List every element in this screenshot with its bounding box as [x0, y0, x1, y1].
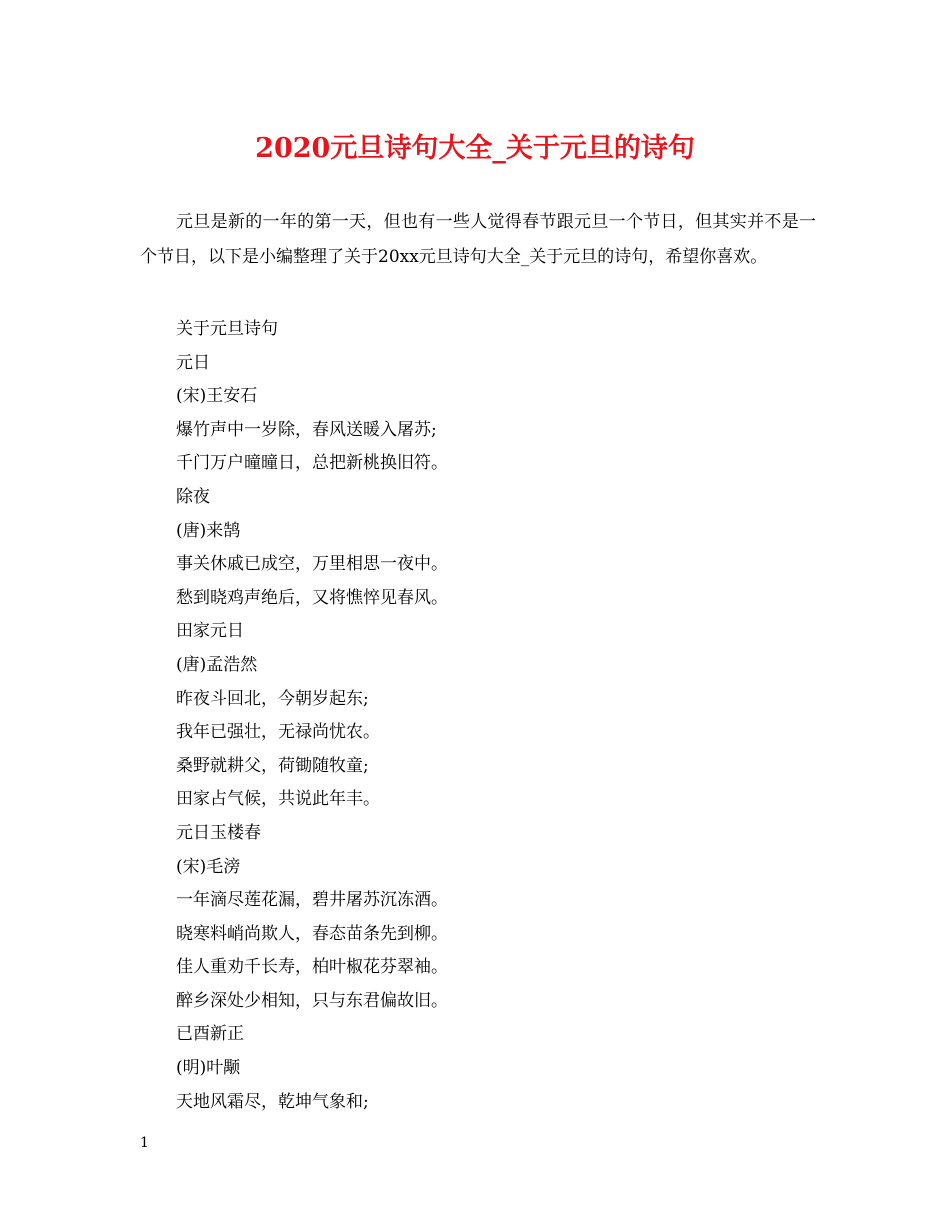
poem-line: 爆竹声中一岁除，春风送暖入屠苏;	[176, 419, 437, 440]
poem-author: (宋)毛滂	[176, 856, 241, 877]
poem-title: 除夜	[176, 486, 210, 507]
poem-line: 愁到晓鸡声绝后，又将憔悴见春风。	[176, 587, 448, 608]
poem-line: 事关休戚已成空，万里相思一夜中。	[176, 554, 448, 575]
poem-line: 一年滴尽莲花漏，碧井屠苏沉冻酒。	[176, 890, 448, 911]
poem-title: 已酉新正	[176, 1024, 244, 1045]
poem-title: 元日玉楼春	[176, 822, 261, 843]
poem-author: (唐)来鹄	[176, 520, 241, 541]
page-number: 1	[140, 1135, 149, 1151]
intro-paragraph: 元旦是新的一年的第一天，但也有一些人觉得春节跟元旦一个节日，但其实并不是一个节日，以下是小编整理了关于20xx元旦诗句大全_关于元旦的诗句，希望你喜欢。	[140, 212, 816, 267]
poem-title: 田家元日	[176, 621, 244, 642]
poem-author: (宋)王安石	[176, 386, 258, 407]
poem-line: 晓寒料峭尚欺人，春态苗条先到柳。	[176, 923, 448, 944]
poem-line: 桑野就耕父，荷锄随牧童;	[176, 755, 369, 776]
poem-line: 千门万户曈曈日，总把新桃换旧符。	[176, 453, 448, 474]
poem-author: (唐)孟浩然	[176, 654, 258, 675]
poem-author: (明)叶颙	[176, 1058, 241, 1079]
poem-line: 佳人重劝千长寿，柏叶椒花芬翠袖。	[176, 957, 448, 978]
document-title: 2020元旦诗句大全_关于元旦的诗句	[255, 133, 695, 164]
poem-title: 元日	[176, 352, 210, 373]
poem-line: 我年已强壮，无禄尚忧农。	[176, 722, 380, 743]
poem-line: 天地风霜尽，乾坤气象和;	[176, 1091, 369, 1112]
section-heading: 关于元旦诗句	[176, 319, 278, 339]
poem-line: 醉乡深处少相知，只与东君偏故旧。	[176, 990, 448, 1011]
poem-lines	[176, 313, 816, 1119]
poem-line: 昨夜斗回北，今朝岁起东;	[176, 688, 369, 709]
poem-line: 田家占气候，共说此年丰。	[176, 789, 380, 810]
